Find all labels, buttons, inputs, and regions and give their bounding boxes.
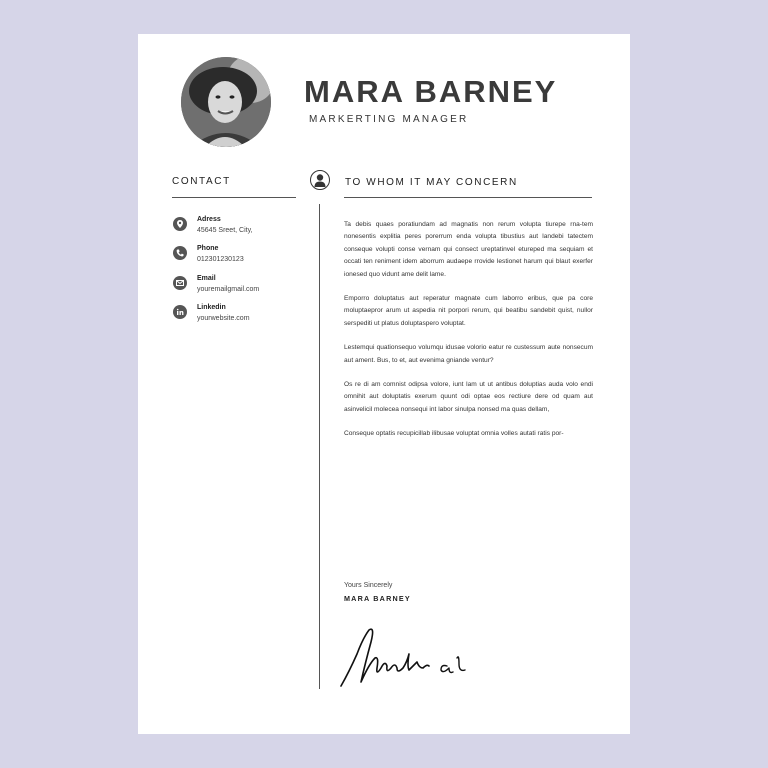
letter-paragraph: Emporro doluptatus aut reperatur magnate cum laborro eribus, que pa core moluptaepror arum ut aspedia nit porpori rerum, qui beatibu sandebit quist, nullor serspediti ut platus doluptaspero voluptat.	[344, 295, 593, 327]
email-value: youremailgmail.com	[197, 286, 260, 293]
email-icon	[173, 276, 187, 290]
resume-page	[138, 34, 630, 734]
letter-paragraph: Lestemqui quationsequo volumqu idusae volorio eatur re custessum aute nonsecum aut ament. Bus, to et, aut evenima gniande ventur?	[344, 344, 593, 364]
person-icon	[310, 170, 330, 190]
linkedin-icon	[173, 305, 187, 319]
candidate-name: MARA BARNEY	[304, 74, 558, 109]
letter-divider	[344, 197, 592, 198]
letter-paragraph: Ta debis quaes poratiundam ad magnatis non rerum volupta tiurepe rna-tem nonesentis explitia peres porerrum enda volupta tibustius aut landebi tatectem conseque volupti conse vernam qui consect ureptatinvel etureped ma sequiam et occati ten reniment idem aborrum audaepe rrovide lestionet harum qui blaut exerfer ionesed quo vidunt ame delit lame.	[344, 221, 593, 278]
closing-salutation: Yours Sincerely	[344, 582, 393, 589]
linkedin-value: yourwebsite.com	[197, 315, 250, 322]
letter-body	[344, 219, 593, 453]
linkedin-label: Linkedin	[197, 304, 226, 311]
contact-divider	[172, 197, 296, 198]
signer-name: MARA BARNEY	[344, 594, 411, 603]
contact-heading: CONTACT	[172, 176, 231, 187]
phone-icon	[173, 246, 187, 260]
letter-heading: TO WHOM IT MAY CONCERN	[345, 177, 518, 188]
phone-value: 012301230123	[197, 256, 244, 263]
letter-paragraph: Os re di am comnist odipsa volore, iunt lam ut ut antibus doluptias auda volo endi omnihit aut doluptatis exerum quunt odi optae eos rectiure dere od quam aut asinvelicil molecea nonsequi int labor sinulpa nonsed ma quas dellam,	[344, 381, 593, 413]
vertical-divider	[319, 204, 320, 689]
location-pin-icon	[173, 217, 187, 231]
profile-photo	[181, 57, 271, 147]
handwritten-signature	[335, 624, 485, 699]
address-value: 45645 Sreet, City,	[197, 227, 253, 234]
letter-paragraph: Conseque optatis recupicillab ilibusae voluptat omnia volles autati ratis por-	[344, 430, 564, 438]
address-label: Adress	[197, 216, 221, 223]
job-title: MARKERTING MANAGER	[309, 114, 469, 125]
email-label: Email	[197, 275, 216, 282]
phone-label: Phone	[197, 245, 219, 252]
